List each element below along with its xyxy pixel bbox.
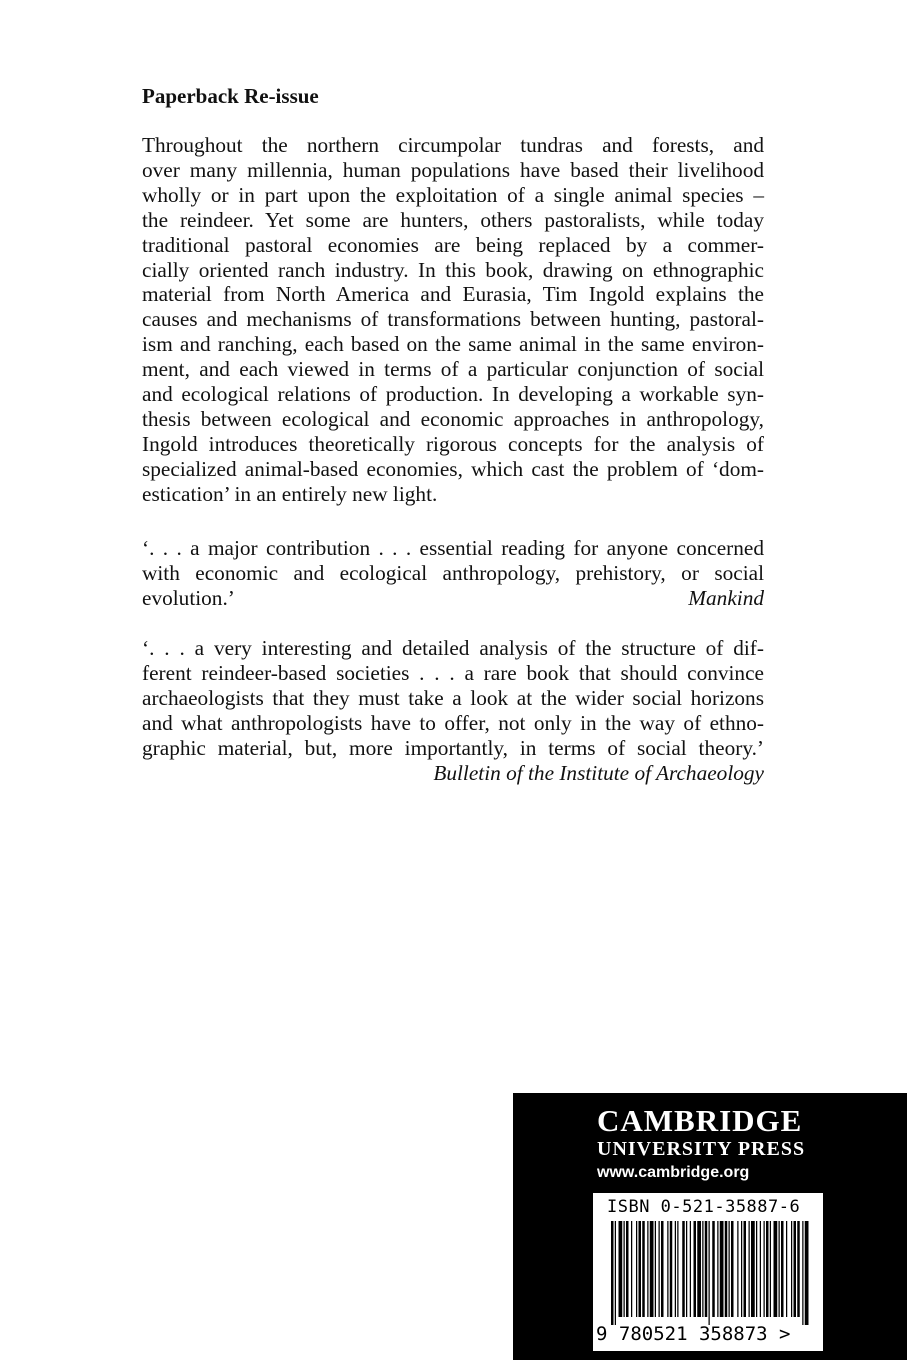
quote-line: graphic material, but, more importantly, in terms of social theory.’ — [142, 735, 764, 760]
barcode-bar — [802, 1221, 803, 1325]
blurb-line: estication’ in an entirely new light. — [142, 481, 438, 506]
blurb-line: specialized animal-based economies, which cast the problem of ‘dom- — [142, 456, 764, 481]
blurb-line: Throughout the northern circumpolar tundras and forests, and — [142, 133, 764, 157]
blurb-line: causes and mechanisms of transformations between hunting, pastoral- — [142, 307, 764, 332]
barcode-bar — [731, 1221, 734, 1317]
quote-source: Mankind — [688, 585, 764, 610]
barcode-bar — [737, 1221, 738, 1317]
heading: Paperback Re-issue — [142, 84, 319, 108]
barcode-bar — [626, 1221, 629, 1317]
barcode-bar — [712, 1221, 715, 1317]
barcode-bar — [694, 1221, 697, 1317]
barcode-bar — [631, 1221, 632, 1317]
barcode-bar — [744, 1221, 747, 1317]
barcode-bar — [675, 1221, 676, 1317]
barcode-bar — [709, 1221, 710, 1325]
publisher-panel — [513, 1093, 907, 1360]
barcode-bar — [624, 1221, 625, 1317]
quote-line: evolution.’ — [142, 585, 235, 610]
barcode-bar — [760, 1221, 761, 1317]
barcode-bar — [766, 1221, 769, 1317]
barcode-bar — [779, 1221, 780, 1317]
blurb-line: cially oriented ranch industry. In this book, drawing on ethnographic — [142, 257, 764, 282]
publisher-name: CAMBRIDGE — [597, 1103, 803, 1138]
blurb-line: ism and ranching, each based on the same animal in the same environ- — [142, 332, 764, 357]
quote-line: archaeologists that they must take a look at the wider social horizons — [142, 685, 764, 710]
quote-line: ‘. . . a very interesting and detailed analysis of the structure of dif- — [142, 636, 764, 660]
barcode-bar — [636, 1221, 637, 1317]
barcode-bar — [705, 1221, 708, 1317]
barcode-bar — [770, 1221, 771, 1317]
blurb-line: Ingold introduces theoretically rigorous concepts for the analysis of — [142, 431, 764, 456]
isbn-barcode — [593, 1193, 823, 1351]
barcode-bar — [729, 1221, 730, 1317]
barcode-bar — [611, 1221, 614, 1325]
barcode-digits: 9 780521 358873 > — [596, 1323, 791, 1345]
barcode-bar — [670, 1221, 673, 1317]
barcode-bar — [751, 1221, 755, 1317]
blurb-line: ment, and each viewed in terms of a particular conjunction of social — [142, 357, 764, 382]
quote-line: ferent reindeer-based societies . . . a rare book that should convince — [142, 660, 764, 685]
blurb-line: over many millennia, human populations have based their livelihood — [142, 157, 764, 182]
barcode-bar — [667, 1221, 668, 1317]
publisher-subtitle: UNIVERSITY PRESS — [597, 1138, 806, 1160]
barcode-bar — [661, 1221, 664, 1317]
barcode-bar — [690, 1221, 691, 1317]
quote-line: and what anthropologists have to offer, not only in the way of ethno- — [142, 710, 764, 735]
blurb-line: the reindeer. Yet some are hunters, others pastoralists, while today — [142, 207, 764, 232]
barcode-bar — [619, 1221, 623, 1317]
barcode-bar — [756, 1221, 757, 1317]
isbn-label: ISBN 0-521-35887-6 — [607, 1197, 801, 1217]
barcode-bar — [717, 1221, 718, 1317]
quote-line: with economic and ecological anthropology, prehistory, or social — [142, 560, 764, 585]
barcode-bar — [781, 1221, 784, 1317]
barcode-bar — [797, 1221, 800, 1317]
publisher-url: www.cambridge.org — [597, 1164, 750, 1181]
blurb-paragraph — [142, 133, 764, 507]
barcode-bar — [655, 1221, 656, 1317]
blurb-line: material from North America and Eurasia, Tim Ingold explains the — [142, 282, 764, 307]
barcode-bar — [702, 1221, 703, 1317]
barcode-bar — [805, 1221, 809, 1325]
barcode-bar — [677, 1221, 678, 1317]
barcode-bar — [659, 1221, 660, 1317]
barcode-bar — [686, 1221, 687, 1317]
quote-source: Bulletin of the Institute of Archaeology — [433, 760, 764, 785]
barcode-bar — [639, 1221, 642, 1317]
review-quote-bulletin — [142, 636, 764, 785]
barcode-bar — [749, 1221, 750, 1317]
barcode-bar — [741, 1221, 742, 1317]
review-quote-mankind — [142, 536, 764, 611]
blurb-line: wholly or in part upon the exploitation of a single animal species – — [142, 182, 764, 207]
barcode-bar — [615, 1221, 616, 1325]
barcode-bars — [593, 1221, 823, 1325]
barcode-bar — [642, 1221, 645, 1317]
blurb-line: traditional pastoral economies are being replaced by a commer- — [142, 232, 764, 257]
barcode-bar — [774, 1221, 778, 1317]
barcode-bar — [791, 1221, 792, 1317]
barcode-bar — [697, 1221, 701, 1317]
barcode-bar — [794, 1221, 797, 1317]
barcode-bar — [786, 1221, 787, 1317]
barcode-bar — [720, 1221, 724, 1317]
barcode-bar — [650, 1221, 654, 1317]
blurb-line: and ecological relations of production. In developing a workable syn- — [142, 382, 764, 407]
barcode-bar — [647, 1221, 648, 1317]
blurb-line: thesis between ecological and economic approaches in anthropology, — [142, 406, 764, 431]
barcode-bar — [725, 1221, 728, 1317]
barcode-bar — [682, 1221, 685, 1317]
barcode-bar — [764, 1221, 765, 1317]
quote-line: ‘. . . a major contribution . . . essential reading for anyone concerned — [142, 536, 764, 560]
